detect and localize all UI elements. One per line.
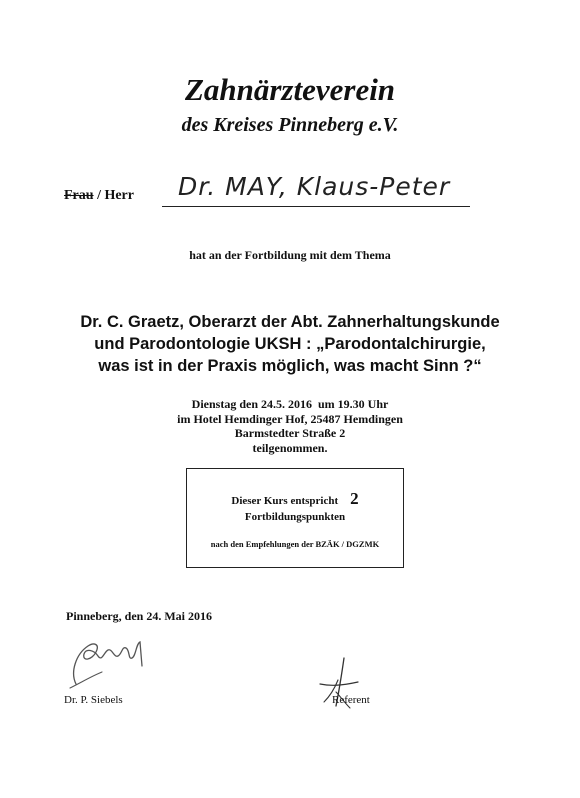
- credit-points: 2: [350, 489, 359, 508]
- association-title: Zahnärzteverein: [184, 72, 396, 107]
- details-attended: teilgenommen.: [252, 440, 328, 455]
- participant-name: Dr. MAY, Klaus-Peter: [178, 172, 451, 201]
- intro-text: hat an der Fortbildung mit dem Thema: [189, 248, 391, 262]
- signer-name: Dr. P. Siebels: [64, 694, 123, 706]
- topic-line-3: was ist in der Praxis möglich, was macht Sinn ?“: [98, 357, 482, 375]
- referent-label: Referent: [332, 694, 370, 706]
- salutation-rest: / Herr: [93, 188, 134, 203]
- association-subtitle: des Kreises Pinneberg e.V.: [181, 114, 399, 136]
- signature-chairman: [62, 632, 162, 692]
- salutation-struck: Frau: [64, 188, 94, 203]
- course-topic: [40, 311, 540, 377]
- topic-line-2: und Parodontologie UKSH : „Parodontalchirurgie,: [94, 335, 486, 353]
- topic-line-1: Dr. C. Graetz, Oberarzt der Abt. Zahnerhaltungskunde: [80, 313, 500, 331]
- salutation: [64, 188, 134, 204]
- name-underline: [162, 206, 470, 207]
- credit-points-box: [186, 468, 404, 568]
- details-date: Dienstag den 24.5. 2016 um 19.30 Uhr: [191, 397, 389, 411]
- event-details: [0, 397, 580, 455]
- place-date: Pinneberg, den 24. Mai 2016: [66, 609, 212, 623]
- details-venue: im Hotel Hemdinger Hof, 25487 Hemdingen: [177, 411, 403, 426]
- credit-unit: Fortbildungspunkten: [244, 511, 346, 523]
- credit-recommendation: nach den Empfehlungen der BZÄK / DGZMK: [210, 539, 380, 549]
- credit-line-1: [187, 489, 403, 509]
- credit-text: Dieser Kurs entspricht: [231, 495, 339, 507]
- details-street: Barmstedter Straße 2: [234, 426, 346, 440]
